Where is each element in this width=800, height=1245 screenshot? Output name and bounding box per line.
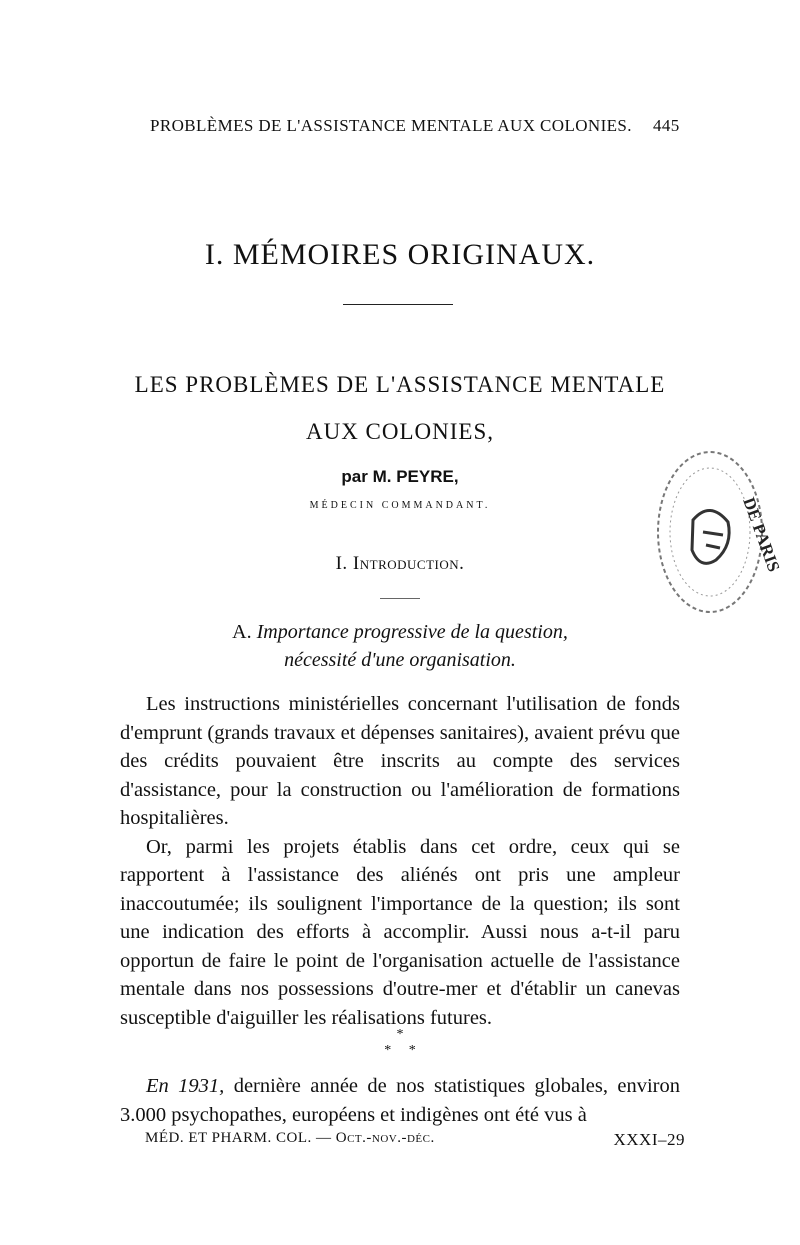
stamp-text: DE PARIS: [739, 494, 784, 575]
subheading-letter: A.: [232, 621, 252, 643]
subsection-title: Introduction.: [352, 553, 465, 574]
asterism: [0, 1027, 800, 1059]
byline: par M. PEYRE,: [341, 467, 459, 486]
footer-journal: MÉD. ET PHARM. COL. — Oct.-nov.-déc.: [145, 1130, 435, 1146]
footer-signature: XXXI–29: [613, 1130, 685, 1149]
running-head-title: PROBLÈMES DE L'ASSISTANCE MENTALE AUX COLONIES.: [150, 116, 632, 135]
asterism-bottom: * *: [384, 1043, 416, 1058]
asterism-top: *: [396, 1027, 404, 1042]
article-title-line-2: AUX COLONIES,: [305, 419, 495, 444]
last-paragraph-lead: En 1931,: [146, 1075, 225, 1097]
title-rule: [343, 304, 453, 305]
library-stamp-graphic: [648, 440, 784, 625]
subheading-text-2: nécessité d'une organisation.: [284, 649, 516, 671]
page-number: 445: [653, 116, 680, 135]
footer: [145, 1130, 685, 1147]
paragraph-1: Les instructions ministérielles concernant l'utilisation de fonds d'emprunt (grands travaux et dépenses sanitaires), avaient prévu que des crédits pouvaient être inscrits au compte des services d'assistance, pour la construction ou l'amélioration de formations hospitalières.: [120, 693, 680, 829]
last-paragraph: [120, 1072, 680, 1129]
body-text: [120, 690, 680, 1032]
subheading-text-1: Importance progressive de la question,: [256, 621, 568, 643]
library-stamp: [648, 440, 784, 625]
subsection-number: I.: [335, 553, 348, 574]
last-paragraph-text: dernière année de nos statistiques globales, environ 3.000 psychopathes, européens et indigènes ont été vus à: [120, 1075, 680, 1126]
subsection-rule: [380, 598, 420, 599]
article-title-line-1: LES PROBLÈMES DE L'ASSISTANCE MENTALE: [134, 372, 666, 397]
running-head: [150, 116, 690, 136]
subheading-line-2: [0, 649, 800, 672]
section-title: I. MÉMOIRES ORIGINAUX.: [204, 238, 596, 271]
author-role: MÉDECIN COMMANDANT.: [309, 500, 491, 511]
paragraph-2: Or, parmi les projets établis dans cet ordre, ceux qui se rapportent à l'assistance des aliénés ont pris une ampleur inaccoutumée; ils soulignent l'importance de la question; ils sont une indication des efforts à accomplir. Aussi nous a-t-il paru opportun de faire le point de l'organisation actuelle de l'assistance mentale dans nos possessions d'outre-mer et d'établir un canevas susceptible d'aiguiller les réalisations futures.: [120, 835, 680, 1029]
